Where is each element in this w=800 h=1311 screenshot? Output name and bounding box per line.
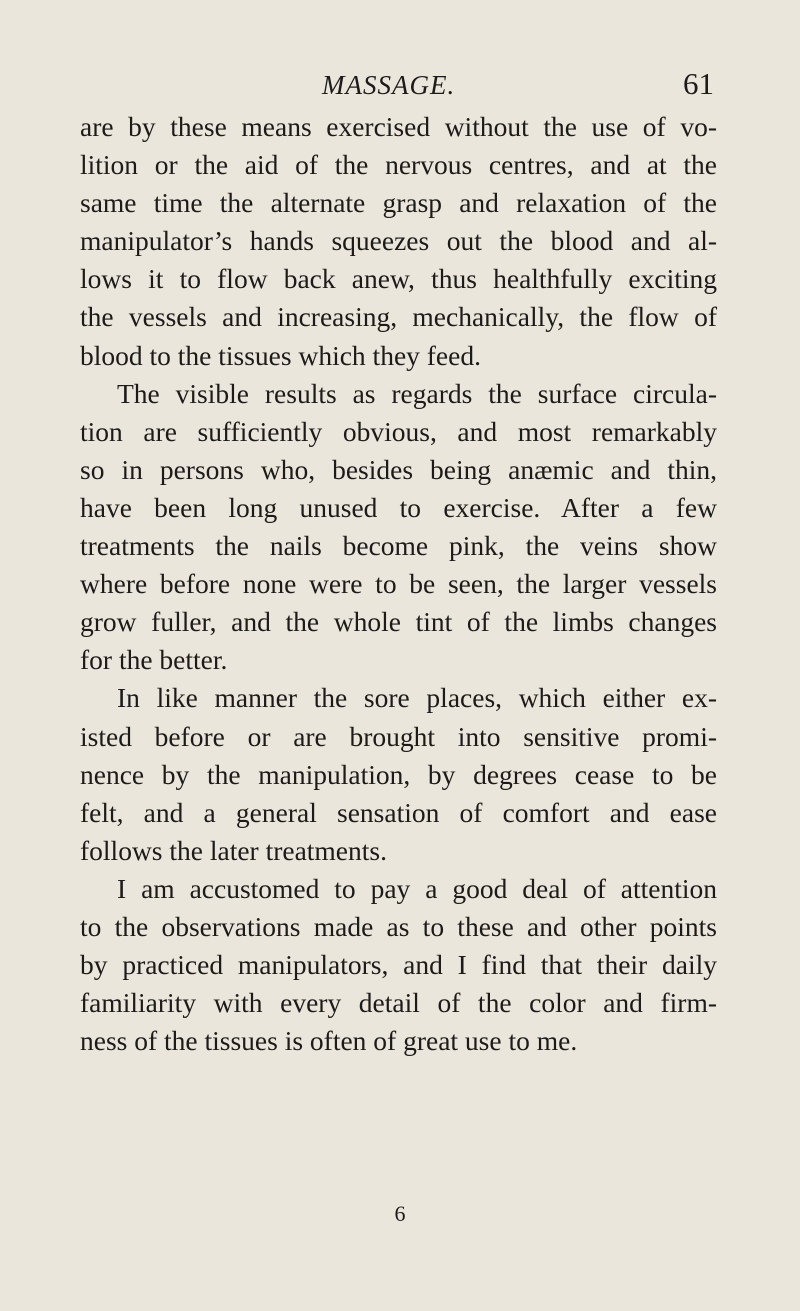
- page-number: 61: [683, 66, 714, 101]
- text-line: same time the alternate grasp and relaxation of the: [80, 187, 717, 219]
- text-line: treatments the nails become pink, the veins show: [80, 530, 717, 562]
- text-line: nence by the manipulation, by degrees cease to be: [80, 758, 717, 790]
- page-header: [0, 64, 800, 104]
- body-text: [80, 108, 717, 1060]
- text-line: manipulator’s hands squeezes out the blood and al-: [80, 225, 717, 257]
- text-line: grow fuller, and the whole tint of the limbs changes: [80, 606, 717, 638]
- running-title: MASSAGE.: [322, 70, 456, 100]
- text-line: isted before or are brought into sensitive promi-: [80, 720, 717, 752]
- text-line: the vessels and increasing, mechanically, the flow of: [80, 301, 717, 333]
- text-line: I am accustomed to pay a good deal of attention: [117, 872, 717, 904]
- text-line: so in persons who, besides being anæmic and thin,: [80, 453, 717, 485]
- text-line: ness of the tissues is often of great use to me.: [80, 1025, 578, 1057]
- text-line: have been long unused to exercise. After a few: [80, 491, 717, 523]
- signature-mark: 6: [394, 1201, 406, 1226]
- text-line: felt, and a general sensation of comfort and ease: [80, 796, 717, 828]
- text-line: to the observations made as to these and other points: [80, 910, 717, 942]
- text-line: where before none were to be seen, the larger vessels: [80, 568, 717, 600]
- text-line: blood to the tissues which they feed.: [80, 339, 481, 371]
- text-line: lition or the aid of the nervous centres, and at the: [80, 149, 717, 181]
- text-line: by practiced manipulators, and I find that their daily: [80, 949, 717, 981]
- text-line: for the better.: [80, 644, 228, 676]
- text-line: follows the later treatments.: [80, 834, 387, 866]
- text-line: lows it to flow back anew, thus healthfully exciting: [80, 263, 717, 295]
- text-line: are by these means exercised without the use of vo-: [80, 111, 717, 142]
- text-line: familiarity with every detail of the color and firm-: [80, 987, 717, 1019]
- text-line: In like manner the sore places, which either ex-: [117, 682, 717, 714]
- text-line: The visible results as regards the surface circula-: [117, 377, 717, 409]
- text-line: tion are sufficiently obvious, and most remarkably: [80, 415, 717, 447]
